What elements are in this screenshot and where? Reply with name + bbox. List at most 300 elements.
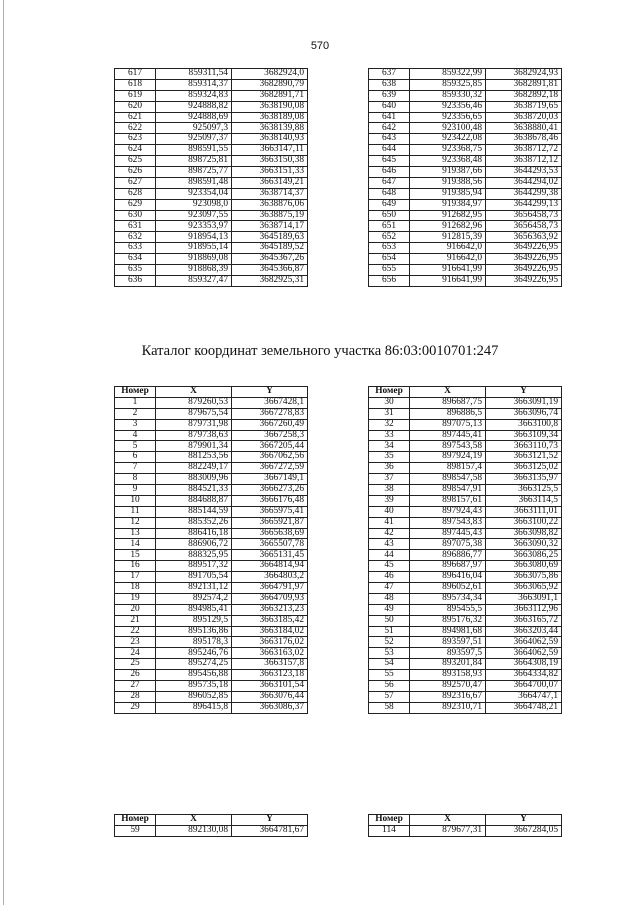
x-coordinate: 879738,63 bbox=[156, 430, 232, 441]
x-coordinate: 925097,37 bbox=[156, 134, 232, 145]
y-coordinate: 3665975,41 bbox=[232, 506, 308, 517]
y-coordinate: 3663110,73 bbox=[486, 441, 562, 452]
table-row bbox=[115, 254, 308, 265]
y-coordinate: 3664748,21 bbox=[486, 702, 562, 713]
point-number: 17 bbox=[115, 572, 156, 583]
table-row bbox=[115, 408, 308, 419]
y-coordinate: 3649226,95 bbox=[486, 243, 562, 254]
table-row bbox=[115, 583, 308, 594]
y-coordinate: 3663185,42 bbox=[232, 615, 308, 626]
x-coordinate: 923098,0 bbox=[156, 199, 232, 210]
table-row bbox=[369, 593, 562, 604]
x-coordinate: 895176,32 bbox=[410, 615, 486, 626]
point-number: 6 bbox=[115, 452, 156, 463]
x-coordinate: 884521,33 bbox=[156, 485, 232, 496]
table-row bbox=[369, 637, 562, 648]
table-row bbox=[115, 123, 308, 134]
x-coordinate: 893597,51 bbox=[410, 637, 486, 648]
x-coordinate: 894981,68 bbox=[410, 626, 486, 637]
y-coordinate: 3664334,82 bbox=[486, 670, 562, 681]
y-coordinate: 3638876,06 bbox=[232, 199, 308, 210]
y-coordinate: 3667272,59 bbox=[232, 463, 308, 474]
y-coordinate: 3638678,46 bbox=[486, 134, 562, 145]
x-coordinate: 883009,96 bbox=[156, 474, 232, 485]
y-coordinate: 3638139,88 bbox=[232, 123, 308, 134]
coordinate-table-top-right bbox=[368, 68, 562, 287]
table-row bbox=[369, 177, 562, 188]
x-coordinate: 896415,8 bbox=[156, 702, 232, 713]
y-coordinate: 3663135,97 bbox=[486, 474, 562, 485]
point-number: 628 bbox=[115, 188, 156, 199]
x-coordinate: 893201,84 bbox=[410, 659, 486, 670]
y-coordinate: 3664803,2 bbox=[232, 572, 308, 583]
x-coordinate: 898547,91 bbox=[410, 485, 486, 496]
point-number: 58 bbox=[369, 702, 410, 713]
table-row bbox=[115, 101, 308, 112]
y-coordinate: 3682924,0 bbox=[232, 69, 308, 80]
point-number: 33 bbox=[369, 430, 410, 441]
table-row bbox=[369, 474, 562, 485]
x-coordinate: 859324,83 bbox=[156, 90, 232, 101]
point-number: 627 bbox=[115, 177, 156, 188]
table-row bbox=[115, 702, 308, 713]
point-number: 34 bbox=[369, 441, 410, 452]
table-row bbox=[115, 243, 308, 254]
point-number: 50 bbox=[369, 615, 410, 626]
table-row bbox=[115, 495, 308, 506]
point-number: 624 bbox=[115, 145, 156, 156]
x-coordinate: 884688,87 bbox=[156, 495, 232, 506]
table-row bbox=[115, 550, 308, 561]
point-number: 1 bbox=[115, 397, 156, 408]
y-coordinate: 3664781,67 bbox=[232, 825, 308, 836]
x-coordinate: 898547,58 bbox=[410, 474, 486, 485]
point-number: 46 bbox=[369, 572, 410, 583]
x-coordinate: 896687,97 bbox=[410, 561, 486, 572]
x-coordinate: 879677,31 bbox=[410, 825, 486, 836]
y-coordinate: 3667149,1 bbox=[232, 474, 308, 485]
x-coordinate: 895178,3 bbox=[156, 637, 232, 648]
y-coordinate: 3666273,26 bbox=[232, 485, 308, 496]
x-coordinate: 885144,59 bbox=[156, 506, 232, 517]
table-row bbox=[369, 681, 562, 692]
table-row bbox=[115, 604, 308, 615]
x-coordinate: 879901,34 bbox=[156, 441, 232, 452]
y-coordinate: 3663203,44 bbox=[486, 626, 562, 637]
x-coordinate: 859311,54 bbox=[156, 69, 232, 80]
x-coordinate: 896886,77 bbox=[410, 550, 486, 561]
coordinate-table-bottom-left bbox=[114, 814, 308, 837]
table-row bbox=[369, 626, 562, 637]
header-number: Номер bbox=[115, 387, 156, 398]
table-row bbox=[115, 167, 308, 178]
table-row bbox=[369, 583, 562, 594]
y-coordinate: 3663114,5 bbox=[486, 495, 562, 506]
x-coordinate: 896687,75 bbox=[410, 397, 486, 408]
point-number: 51 bbox=[369, 626, 410, 637]
point-number: 652 bbox=[369, 232, 410, 243]
x-coordinate: 892570,47 bbox=[410, 681, 486, 692]
point-number: 633 bbox=[115, 243, 156, 254]
point-number: 644 bbox=[369, 145, 410, 156]
header-x: X bbox=[410, 815, 486, 826]
y-coordinate: 3667278,83 bbox=[232, 408, 308, 419]
point-number: 25 bbox=[115, 659, 156, 670]
table-row bbox=[115, 177, 308, 188]
table-row bbox=[115, 615, 308, 626]
point-number: 57 bbox=[369, 691, 410, 702]
x-coordinate: 916641,99 bbox=[410, 275, 486, 286]
x-coordinate: 895735,18 bbox=[156, 681, 232, 692]
table-row bbox=[115, 145, 308, 156]
table-row bbox=[369, 528, 562, 539]
table-row bbox=[369, 156, 562, 167]
y-coordinate: 3663150,38 bbox=[232, 156, 308, 167]
x-coordinate: 923353,97 bbox=[156, 221, 232, 232]
point-number: 30 bbox=[369, 397, 410, 408]
point-number: 21 bbox=[115, 615, 156, 626]
y-coordinate: 3667428,1 bbox=[232, 397, 308, 408]
y-coordinate: 3663101,54 bbox=[232, 681, 308, 692]
table-row bbox=[115, 232, 308, 243]
y-coordinate: 3656363,92 bbox=[486, 232, 562, 243]
point-number: 52 bbox=[369, 637, 410, 648]
point-number: 647 bbox=[369, 177, 410, 188]
y-coordinate: 3663157,8 bbox=[232, 659, 308, 670]
header-x: X bbox=[156, 815, 232, 826]
y-coordinate: 3656458,73 bbox=[486, 210, 562, 221]
header-number: Номер bbox=[115, 815, 156, 826]
y-coordinate: 3667258,3 bbox=[232, 430, 308, 441]
point-number: 59 bbox=[115, 825, 156, 836]
y-coordinate: 3663123,18 bbox=[232, 670, 308, 681]
table-row bbox=[115, 659, 308, 670]
y-coordinate: 3663098,82 bbox=[486, 528, 562, 539]
table-row bbox=[115, 517, 308, 528]
point-number: 22 bbox=[115, 626, 156, 637]
point-number: 19 bbox=[115, 593, 156, 604]
y-coordinate: 3645189,63 bbox=[232, 232, 308, 243]
x-coordinate: 895456,88 bbox=[156, 670, 232, 681]
point-number: 636 bbox=[115, 275, 156, 286]
table-row bbox=[369, 79, 562, 90]
point-number: 621 bbox=[115, 112, 156, 123]
y-coordinate: 3667284,05 bbox=[486, 825, 562, 836]
y-coordinate: 3665507,78 bbox=[232, 539, 308, 550]
point-number: 14 bbox=[115, 539, 156, 550]
point-number: 638 bbox=[369, 79, 410, 90]
table-row bbox=[115, 593, 308, 604]
y-coordinate: 3664062,59 bbox=[486, 637, 562, 648]
table-row bbox=[369, 463, 562, 474]
table-row bbox=[115, 648, 308, 659]
y-coordinate: 3663096,74 bbox=[486, 408, 562, 419]
y-coordinate: 3644299,13 bbox=[486, 199, 562, 210]
point-number: 114 bbox=[369, 825, 410, 836]
y-coordinate: 3664747,1 bbox=[486, 691, 562, 702]
point-number: 13 bbox=[115, 528, 156, 539]
x-coordinate: 898591,48 bbox=[156, 177, 232, 188]
y-coordinate: 3645367,26 bbox=[232, 254, 308, 265]
catalog-title: Каталог координат земельного участка 86:03:0010701:247 bbox=[141, 343, 499, 359]
y-coordinate: 3663075,86 bbox=[486, 572, 562, 583]
header-y: Y bbox=[232, 815, 308, 826]
y-coordinate: 3663184,02 bbox=[232, 626, 308, 637]
y-coordinate: 3667260,49 bbox=[232, 419, 308, 430]
table-row bbox=[115, 275, 308, 286]
table-row bbox=[115, 539, 308, 550]
point-number: 649 bbox=[369, 199, 410, 210]
table-row bbox=[115, 79, 308, 90]
y-coordinate: 3663163,02 bbox=[232, 648, 308, 659]
table-row bbox=[115, 474, 308, 485]
x-coordinate: 895246,76 bbox=[156, 648, 232, 659]
y-coordinate: 3663213,23 bbox=[232, 604, 308, 615]
y-coordinate: 3638714,17 bbox=[232, 221, 308, 232]
y-coordinate: 3649226,95 bbox=[486, 265, 562, 276]
x-coordinate: 891705,54 bbox=[156, 572, 232, 583]
y-coordinate: 3663149,21 bbox=[232, 177, 308, 188]
coordinate-table-top-left bbox=[114, 68, 308, 287]
point-number: 642 bbox=[369, 123, 410, 134]
point-number: 2 bbox=[115, 408, 156, 419]
point-number: 623 bbox=[115, 134, 156, 145]
table-row bbox=[369, 69, 562, 80]
x-coordinate: 897924,19 bbox=[410, 452, 486, 463]
y-coordinate: 3644294,02 bbox=[486, 177, 562, 188]
y-coordinate: 3665921,87 bbox=[232, 517, 308, 528]
table-row bbox=[115, 528, 308, 539]
x-coordinate: 923097,55 bbox=[156, 210, 232, 221]
x-coordinate: 895129,5 bbox=[156, 615, 232, 626]
y-coordinate: 3663086,25 bbox=[486, 550, 562, 561]
y-coordinate: 3638189,08 bbox=[232, 112, 308, 123]
table-row bbox=[369, 221, 562, 232]
y-coordinate: 3666176,48 bbox=[232, 495, 308, 506]
x-coordinate: 897543,83 bbox=[410, 517, 486, 528]
point-number: 48 bbox=[369, 593, 410, 604]
y-coordinate: 3638712,72 bbox=[486, 145, 562, 156]
y-coordinate: 3663165,72 bbox=[486, 615, 562, 626]
x-coordinate: 924888,82 bbox=[156, 101, 232, 112]
y-coordinate: 3664700,07 bbox=[486, 681, 562, 692]
x-coordinate: 893597,5 bbox=[410, 648, 486, 659]
table-row bbox=[369, 430, 562, 441]
table-row bbox=[369, 659, 562, 670]
table-row bbox=[369, 134, 562, 145]
table-header-row bbox=[369, 387, 562, 398]
table-row bbox=[115, 265, 308, 276]
coordinate-table-parcel-right bbox=[368, 386, 562, 714]
y-coordinate: 3682892,18 bbox=[486, 90, 562, 101]
y-coordinate: 3664308,19 bbox=[486, 659, 562, 670]
x-coordinate: 895274,25 bbox=[156, 659, 232, 670]
y-coordinate: 3638714,37 bbox=[232, 188, 308, 199]
table-row bbox=[369, 232, 562, 243]
point-number: 617 bbox=[115, 69, 156, 80]
point-number: 8 bbox=[115, 474, 156, 485]
point-number: 640 bbox=[369, 101, 410, 112]
table-row bbox=[369, 275, 562, 286]
table-row bbox=[115, 681, 308, 692]
table-row bbox=[369, 506, 562, 517]
y-coordinate: 3638875,19 bbox=[232, 210, 308, 221]
table-row bbox=[369, 254, 562, 265]
y-coordinate: 3649226,95 bbox=[486, 254, 562, 265]
table-row bbox=[369, 539, 562, 550]
point-number: 40 bbox=[369, 506, 410, 517]
x-coordinate: 896886,5 bbox=[410, 408, 486, 419]
x-coordinate: 896052,61 bbox=[410, 583, 486, 594]
table-row bbox=[115, 506, 308, 517]
table-row bbox=[115, 637, 308, 648]
x-coordinate: 912815,39 bbox=[410, 232, 486, 243]
point-number: 42 bbox=[369, 528, 410, 539]
y-coordinate: 3638140,93 bbox=[232, 134, 308, 145]
x-coordinate: 895455,5 bbox=[410, 604, 486, 615]
x-coordinate: 896416,04 bbox=[410, 572, 486, 583]
x-coordinate: 897543,58 bbox=[410, 441, 486, 452]
x-coordinate: 916642,0 bbox=[410, 254, 486, 265]
table-row bbox=[115, 188, 308, 199]
table-row bbox=[115, 397, 308, 408]
x-coordinate: 924888,69 bbox=[156, 112, 232, 123]
point-number: 24 bbox=[115, 648, 156, 659]
x-coordinate: 919387,66 bbox=[410, 167, 486, 178]
header-x: X bbox=[410, 387, 486, 398]
x-coordinate: 897445,41 bbox=[410, 430, 486, 441]
point-number: 619 bbox=[115, 90, 156, 101]
point-number: 18 bbox=[115, 583, 156, 594]
table-row bbox=[369, 101, 562, 112]
y-coordinate: 3667062,56 bbox=[232, 452, 308, 463]
table-row bbox=[369, 702, 562, 713]
point-number: 32 bbox=[369, 419, 410, 430]
table-row bbox=[369, 670, 562, 681]
x-coordinate: 898725,81 bbox=[156, 156, 232, 167]
x-coordinate: 886416,18 bbox=[156, 528, 232, 539]
point-number: 641 bbox=[369, 112, 410, 123]
y-coordinate: 3663076,44 bbox=[232, 691, 308, 702]
point-number: 631 bbox=[115, 221, 156, 232]
table-row bbox=[369, 604, 562, 615]
y-coordinate: 3682891,81 bbox=[486, 79, 562, 90]
point-number: 37 bbox=[369, 474, 410, 485]
scan-edge-line bbox=[3, 0, 4, 905]
y-coordinate: 3663112,96 bbox=[486, 604, 562, 615]
x-coordinate: 897445,43 bbox=[410, 528, 486, 539]
y-coordinate: 3638190,08 bbox=[232, 101, 308, 112]
table-row bbox=[369, 90, 562, 101]
x-coordinate: 918869,08 bbox=[156, 254, 232, 265]
point-number: 27 bbox=[115, 681, 156, 692]
y-coordinate: 3644293,53 bbox=[486, 167, 562, 178]
table-row bbox=[369, 825, 562, 836]
y-coordinate: 3682891,71 bbox=[232, 90, 308, 101]
x-coordinate: 881253,56 bbox=[156, 452, 232, 463]
x-coordinate: 923100,48 bbox=[410, 123, 486, 134]
header-number: Номер bbox=[369, 815, 410, 826]
header-y: Y bbox=[486, 387, 562, 398]
table-row bbox=[115, 419, 308, 430]
point-number: 56 bbox=[369, 681, 410, 692]
x-coordinate: 923422,08 bbox=[410, 134, 486, 145]
table-row bbox=[369, 188, 562, 199]
y-coordinate: 3682925,31 bbox=[232, 275, 308, 286]
point-number: 41 bbox=[369, 517, 410, 528]
x-coordinate: 895734,34 bbox=[410, 593, 486, 604]
y-coordinate: 3664062,59 bbox=[486, 648, 562, 659]
table-row bbox=[115, 134, 308, 145]
table-row bbox=[115, 69, 308, 80]
x-coordinate: 923368,48 bbox=[410, 156, 486, 167]
point-number: 36 bbox=[369, 463, 410, 474]
table-row bbox=[369, 691, 562, 702]
point-number: 650 bbox=[369, 210, 410, 221]
x-coordinate: 888325,95 bbox=[156, 550, 232, 561]
y-coordinate: 3663125,5 bbox=[486, 485, 562, 496]
y-coordinate: 3663086,37 bbox=[232, 702, 308, 713]
x-coordinate: 912682,95 bbox=[410, 210, 486, 221]
point-number: 653 bbox=[369, 243, 410, 254]
point-number: 43 bbox=[369, 539, 410, 550]
x-coordinate: 898157,61 bbox=[410, 495, 486, 506]
y-coordinate: 3663176,02 bbox=[232, 637, 308, 648]
point-number: 53 bbox=[369, 648, 410, 659]
x-coordinate: 897075,13 bbox=[410, 419, 486, 430]
point-number: 12 bbox=[115, 517, 156, 528]
point-number: 44 bbox=[369, 550, 410, 561]
x-coordinate: 897075,38 bbox=[410, 539, 486, 550]
x-coordinate: 892310,71 bbox=[410, 702, 486, 713]
page-number: 570 bbox=[310, 40, 330, 52]
x-coordinate: 882249,17 bbox=[156, 463, 232, 474]
table-row bbox=[369, 648, 562, 659]
table-row bbox=[369, 452, 562, 463]
point-number: 645 bbox=[369, 156, 410, 167]
point-number: 29 bbox=[115, 702, 156, 713]
point-number: 634 bbox=[115, 254, 156, 265]
point-number: 28 bbox=[115, 691, 156, 702]
point-number: 629 bbox=[115, 199, 156, 210]
table-row bbox=[369, 167, 562, 178]
x-coordinate: 916642,0 bbox=[410, 243, 486, 254]
y-coordinate: 3665638,69 bbox=[232, 528, 308, 539]
x-coordinate: 886906,72 bbox=[156, 539, 232, 550]
point-number: 648 bbox=[369, 188, 410, 199]
x-coordinate: 859330,32 bbox=[410, 90, 486, 101]
y-coordinate: 3638880,41 bbox=[486, 123, 562, 134]
y-coordinate: 3665131,45 bbox=[232, 550, 308, 561]
y-coordinate: 3663125,02 bbox=[486, 463, 562, 474]
header-y: Y bbox=[232, 387, 308, 398]
table-row bbox=[115, 691, 308, 702]
x-coordinate: 892131,12 bbox=[156, 583, 232, 594]
x-coordinate: 898725,77 bbox=[156, 167, 232, 178]
x-coordinate: 892574,2 bbox=[156, 593, 232, 604]
y-coordinate: 3663121,52 bbox=[486, 452, 562, 463]
x-coordinate: 859322,99 bbox=[410, 69, 486, 80]
point-number: 16 bbox=[115, 561, 156, 572]
point-number: 618 bbox=[115, 79, 156, 90]
table-row bbox=[115, 825, 308, 836]
x-coordinate: 918954,13 bbox=[156, 232, 232, 243]
table-row bbox=[369, 517, 562, 528]
x-coordinate: 885352,26 bbox=[156, 517, 232, 528]
x-coordinate: 912682,96 bbox=[410, 221, 486, 232]
point-number: 622 bbox=[115, 123, 156, 134]
point-number: 655 bbox=[369, 265, 410, 276]
